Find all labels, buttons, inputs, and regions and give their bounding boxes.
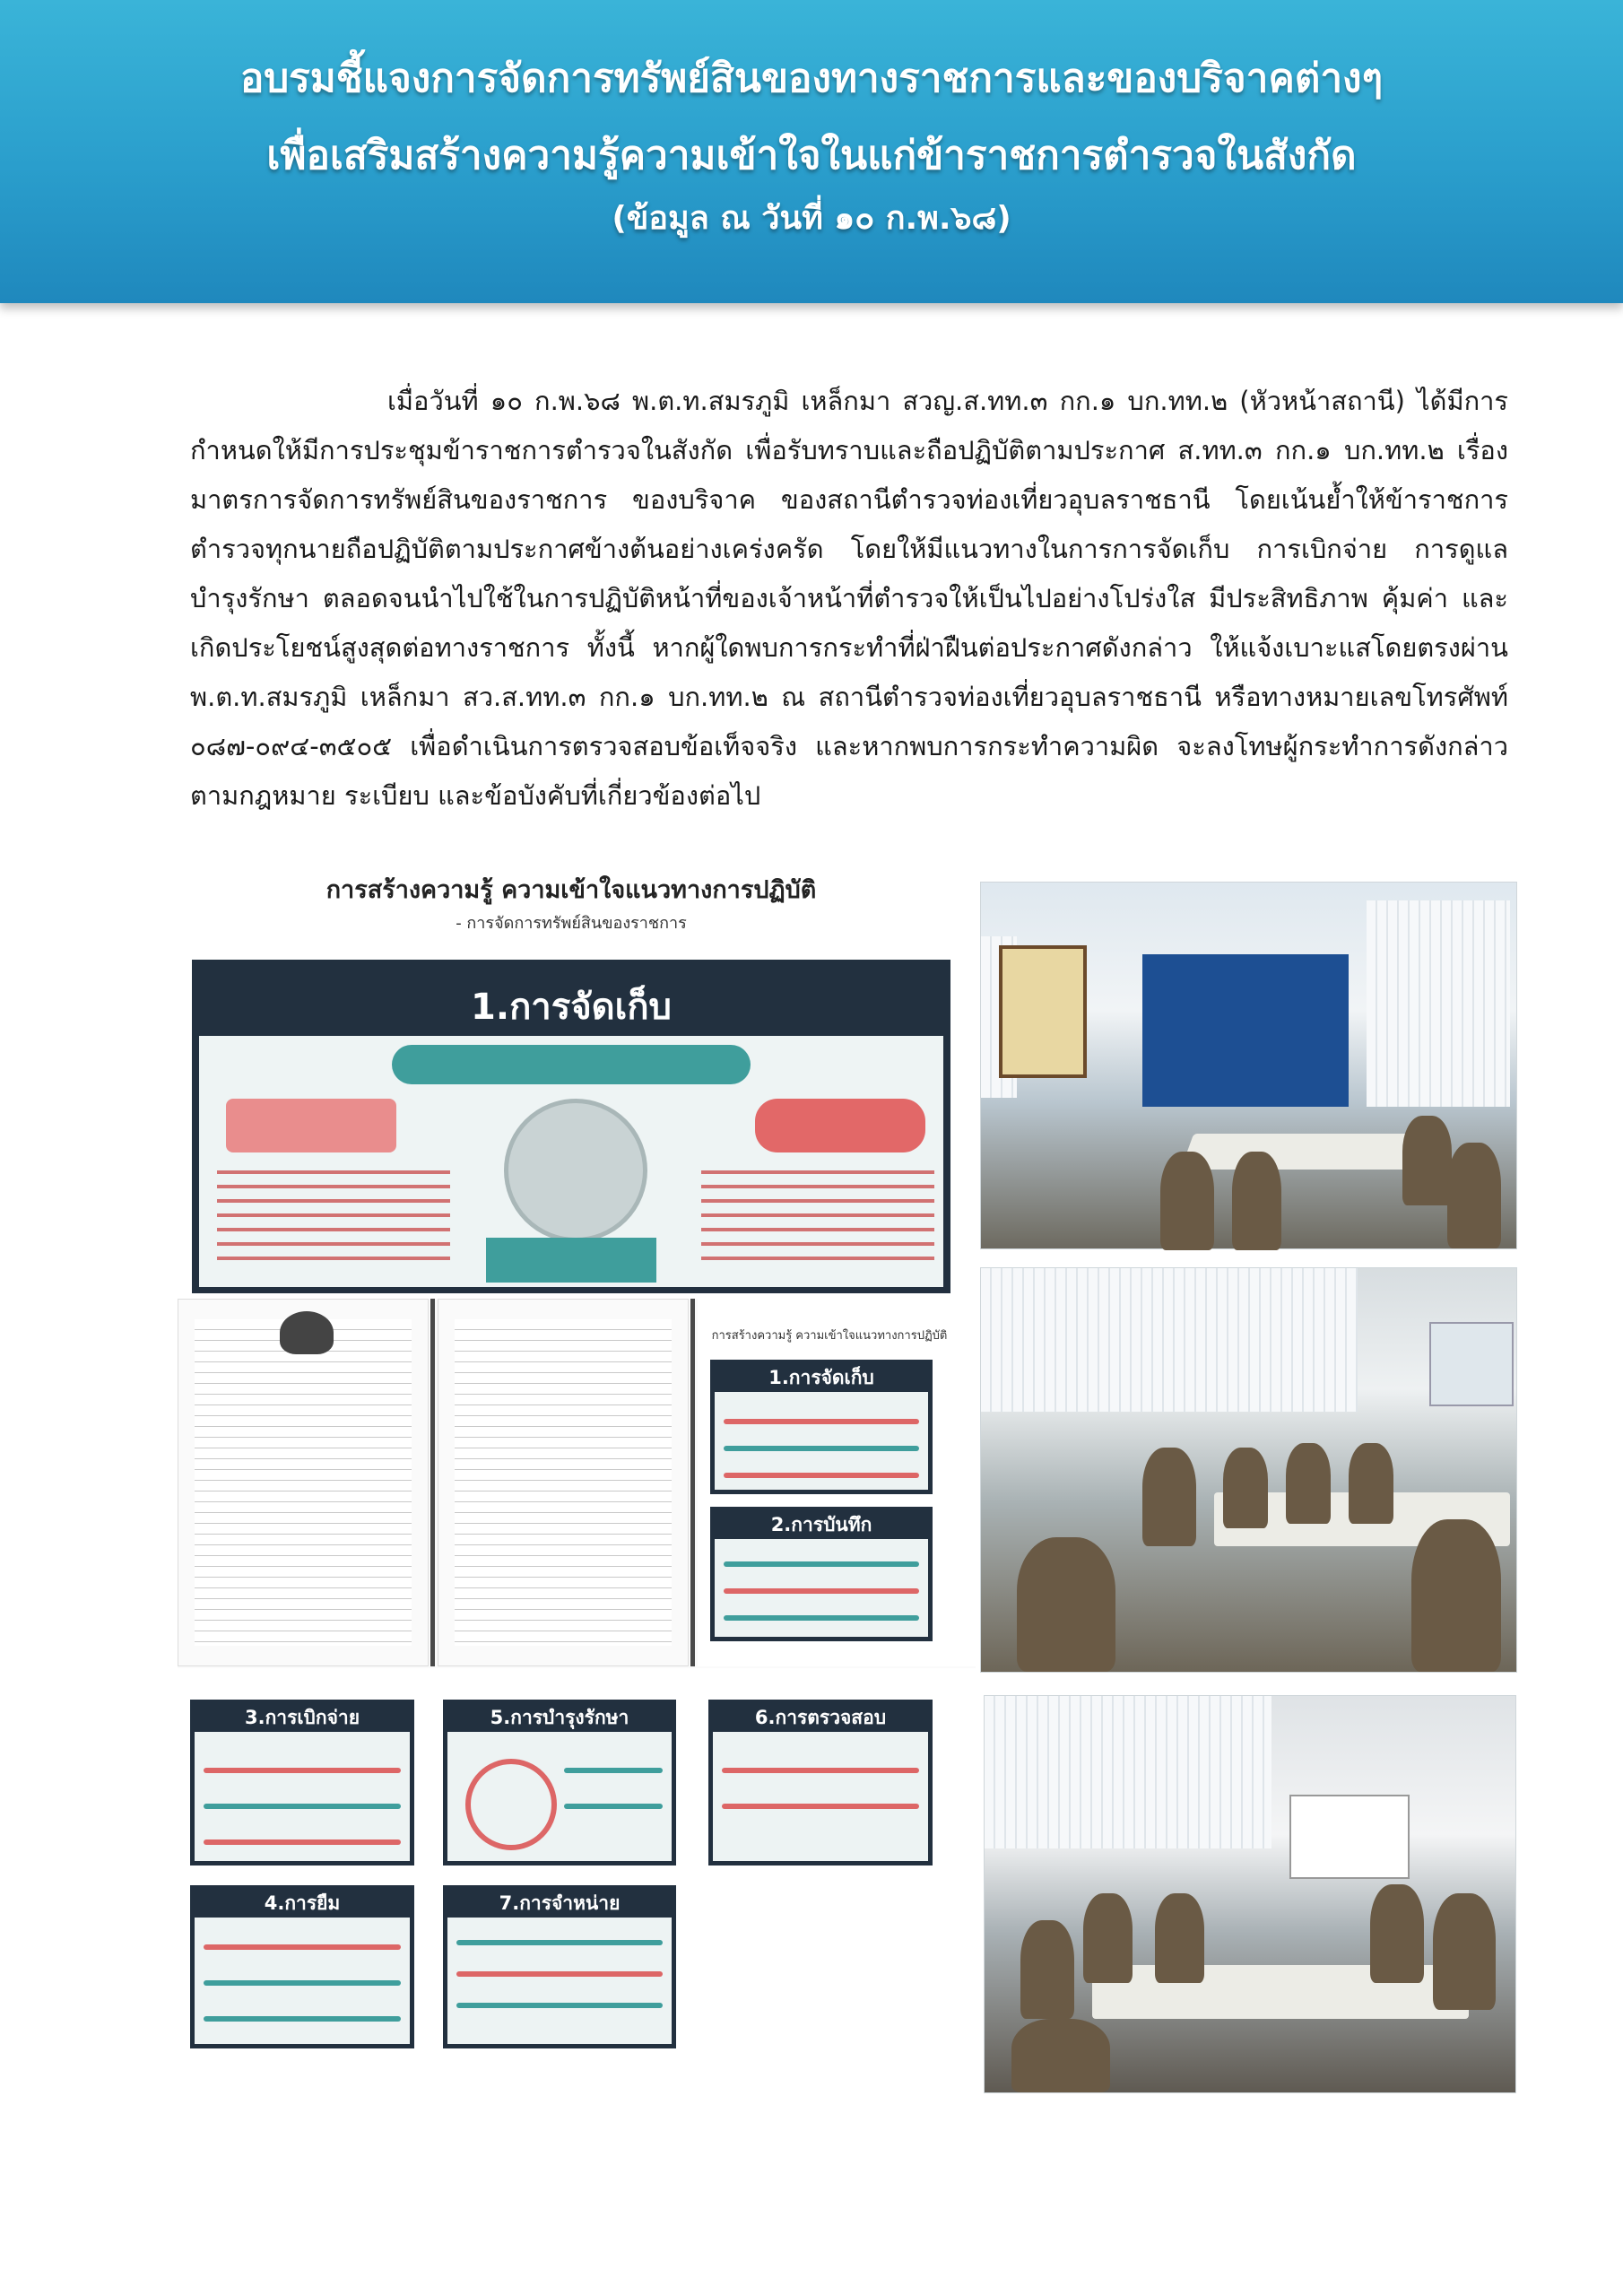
- slide-dispose-title: 7.การจำหน่าย: [499, 1892, 621, 1914]
- slide-storage-thumb-title: 1.การจัดเก็บ: [768, 1367, 874, 1388]
- header-date: (ข้อมูล ณ วันที่ ๑๐ ก.พ.๖๘): [612, 200, 1011, 237]
- slide-banner: [192, 960, 950, 1293]
- document-page-2: [438, 1299, 689, 1666]
- slide-disburse: [190, 1700, 414, 1866]
- slide-storage-thumb: [710, 1360, 933, 1494]
- meeting-photo-2: [980, 1267, 1517, 1673]
- slide-record-thumb-title: 2.การบันทึก: [770, 1514, 872, 1535]
- body-text: [190, 377, 1508, 821]
- slide-banner-title: 1.การจัดเก็บ: [471, 987, 672, 1028]
- slide-main-subtitle: - การจัดการทรัพย์สินของราชการ: [456, 914, 687, 933]
- slide-main-title: การสร้างความรู้ ความเข้าใจแนวทางการปฏิบัติ: [325, 876, 817, 904]
- slide-borrow-title: 4.การยืม: [264, 1892, 341, 1914]
- meeting-photo-1: [980, 882, 1517, 1249]
- slide-inspect: [708, 1700, 933, 1866]
- slide-infographic: [199, 1036, 943, 1287]
- body-paragraph: เมื่อวันที่ ๑๐ ก.พ.๖๘ พ.ต.ท.สมรภูมิ เหล็กมา สวญ.ส.ทท.๓ กก.๑ บก.ทท.๒ (หัวหน้าสถานี) ได้มีการกำหนดให้มีการประชุมข้าราชการตำรวจในสังกัด เพื่อรับทราบและถือปฏิบัติตามประกาศ ส.ทท.๓ กก.๑ บก.ทท.๒ เรื่อง มาตรการจัดการทรัพย์สินของราชการ ของบริจาค ของสถานีตำรวจท่องเที่ยวอุบลราชธานี โดยเน้นย้ำให้ข้าราชการตำรวจทุกนายถือปฏิบัติตามประกาศข้างต้นอย่างเคร่งครัด โดยให้มีแนวทางในการการจัดเก็บ การเบิกจ่าย การดูแลบำรุงรักษา ตลอดจนนำไปใช้ในการปฏิบัติหน้าที่ของเจ้าหน้าที่ตำรวจให้เป็นไปอย่างโปร่งใส มีประสิทธิภาพ คุ้มค่า และเกิดประโยชน์สูงสุดต่อทางราชการ ทั้งนี้ หากผู้ใดพบการกระทำที่ฝ่าฝืนต่อประกาศดังกล่าว ให้แจ้งเบาะแสโดยตรงผ่าน พ.ต.ท.สมรภูมิ เหล็กมา สว.ส.ทท.๓ กก.๑ บก.ทท.๒ ณ สถานีตำรวจท่องเที่ยวอุบลราชธานี หรือทางหมายเลขโทรศัพท์ ๐๘๗-๐๙๔-๓๕๐๕ เพื่อดำเนินการตรวจสอบข้อเท็จจริง และหากพบการกระทำความผิด จะลงโทษผู้กระทำการดังกล่าว ตามกฎหมาย ระเบียบ และข้อบังคับที่เกี่ยวข้องต่อไป: [190, 386, 1508, 811]
- slide-record-thumb: [710, 1507, 933, 1641]
- page-header: [0, 0, 1623, 303]
- small-slide-caption: การสร้างความรู้ ความเข้าใจแนวทางการปฏิบัติ: [711, 1329, 948, 1343]
- slide-maintain: [443, 1700, 676, 1866]
- storage-slide-image: [190, 859, 952, 1294]
- slide-inspect-title: 6.การตรวจสอบ: [754, 1707, 887, 1728]
- meeting-photo-3: [984, 1695, 1516, 2093]
- slide-dispose: [443, 1885, 676, 2048]
- slide-disburse-title: 3.การเบิกจ่าย: [245, 1707, 360, 1728]
- emblem-icon: [280, 1311, 334, 1354]
- header-title-line1: อบรมชี้แจงการจัดการทรัพย์สินของทางราชการและของบริจาคต่างๆ: [239, 56, 1384, 101]
- header-title-line2: เพื่อเสริมสร้างความรู้ความเข้าใจในแก่ข้าราชการตำรวจในสังกัด: [266, 133, 1357, 178]
- slide-maintain-title: 5.การบำรุงรักษา: [490, 1707, 629, 1728]
- slide-borrow: [190, 1885, 414, 2048]
